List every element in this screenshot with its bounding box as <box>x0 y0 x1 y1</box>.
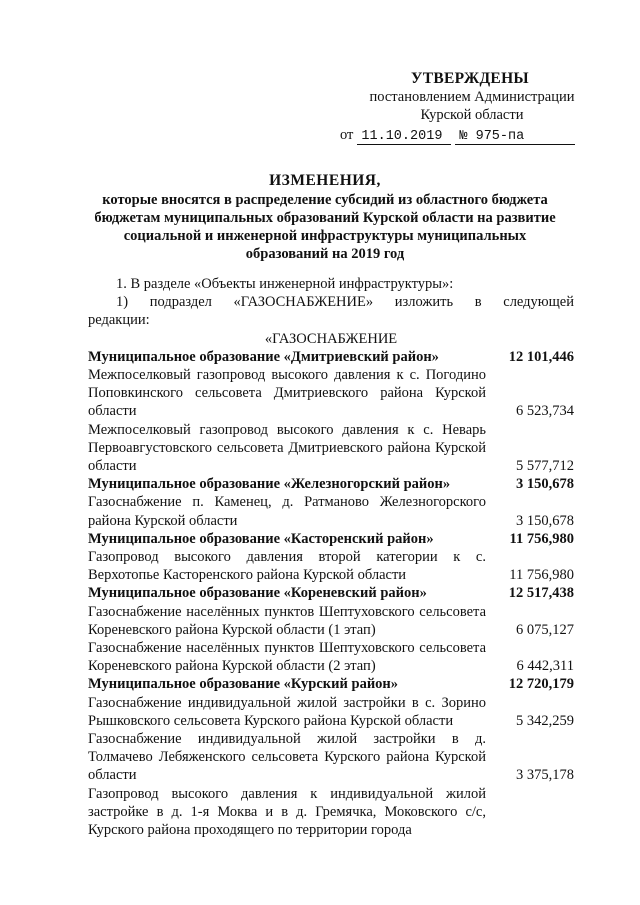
object-amount: 6 523,734 <box>516 403 574 420</box>
object-amount: 11 756,980 <box>509 567 574 584</box>
object-description: Газопровод высокого давления второй категории к с. Верхотопье Касторенского района Курской области <box>88 549 486 584</box>
entries-list <box>88 348 574 839</box>
object-amount: 3 375,178 <box>516 767 574 784</box>
municipality-name: Муниципальное образование «Кореневский район» <box>88 585 427 602</box>
object-row <box>88 603 574 639</box>
object-amount: 5 577,712 <box>516 458 574 475</box>
object-amount: 5 342,259 <box>516 712 574 729</box>
municipality-row <box>88 584 574 602</box>
heading-title: ИЗМЕНЕНИЯ, <box>269 172 381 189</box>
object-row <box>88 493 574 529</box>
approval-date: 11.10.2019 <box>357 129 451 145</box>
municipality-total: 11 756,980 <box>509 530 574 547</box>
approval-line-1: постановлением Администрации <box>369 89 575 105</box>
document-heading <box>80 172 570 263</box>
approval-title: УТВЕРЖДЕНЫ <box>411 70 529 87</box>
intro-item-1: 1. В разделе «Объекты инженерной инфраструктуры»: <box>116 276 454 292</box>
object-description: Газоснабжение индивидуальной жилой застройки в с. Зорино Рышковского сельсовета Курского района Курской области <box>88 694 486 729</box>
approval-line-2: Курской области <box>420 107 524 123</box>
object-description: Газоснабжение населённых пунктов Шептуховского сельсовета Кореневского района Курской области (1 этап) <box>88 603 486 638</box>
section-title: «ГАЗОСНАБЖЕНИЕ <box>264 330 398 347</box>
heading-line-1: которые вносятся в распределение субсидий из областного бюджета <box>102 192 548 208</box>
approval-stamp <box>340 70 580 145</box>
object-amount: 3 150,678 <box>516 512 574 529</box>
municipality-total: 3 150,678 <box>516 476 574 493</box>
object-row <box>88 548 574 584</box>
object-description: Газоснабжение населённых пунктов Шептуховского сельсовета Кореневского района Курской области (2 этап) <box>88 640 486 675</box>
municipality-name: Муниципальное образование «Дмитриевский район» <box>88 348 439 365</box>
document-body <box>88 275 574 839</box>
municipality-row <box>88 348 574 366</box>
approval-number: № 975-па <box>455 129 575 145</box>
heading-line-2: бюджетам муниципальных образований Курской области на развитие <box>94 210 556 226</box>
heading-line-4: образований на 2019 год <box>245 246 405 262</box>
municipality-name: Муниципальное образование «Железногорский район» <box>88 476 451 493</box>
municipality-row <box>88 475 574 493</box>
object-description: Газопровод высокого давления к индивидуальной жилой застройке в д. 1-я Моква и в д. Гремячка, Моковского с/с, Курского района проходящего по территории города <box>88 785 486 839</box>
object-description: Межпоселковый газопровод высокого давления к с. Погодино Поповкинского сельсовета Дмитриевского района Курской области <box>88 367 486 420</box>
municipality-name: Муниципальное образование «Касторенский район» <box>88 530 434 547</box>
municipality-row <box>88 675 574 693</box>
object-amount: 6 075,127 <box>516 621 574 638</box>
object-description: Межпоселковый газопровод высокого давления к с. Неварь Первоавгустовского сельсовета Дмитриевского района Курской области <box>88 421 486 475</box>
date-prefix: от <box>340 127 354 143</box>
object-row <box>88 730 574 785</box>
object-row <box>88 694 574 730</box>
intro-item-2-start: 1) подраздел «ГАЗОСНАБЖЕНИЕ» изложить в следующей <box>116 294 574 311</box>
municipality-row <box>88 530 574 548</box>
object-row <box>88 366 574 421</box>
approval-date-line <box>340 126 580 145</box>
intro-item-2-end: редакции: <box>88 312 150 329</box>
municipality-name: Муниципальное образование «Курский район» <box>88 676 399 693</box>
municipality-total: 12 101,446 <box>508 348 574 365</box>
object-row <box>88 785 574 840</box>
heading-line-3: социальной и инженерной инфраструктуры муниципальных <box>123 228 527 244</box>
municipality-total: 12 517,438 <box>508 585 574 602</box>
object-description: Газоснабжение индивидуальной жилой застройки в д. Толмачево Лебяженского сельсовета Курского района Курской области <box>88 731 486 784</box>
object-amount: 6 442,311 <box>516 658 574 675</box>
municipality-total: 12 720,179 <box>508 676 574 693</box>
object-row <box>88 639 574 675</box>
object-row <box>88 421 574 476</box>
object-description: Газоснабжение п. Каменец, д. Ратманово Железногорского района Курской области <box>88 494 486 529</box>
